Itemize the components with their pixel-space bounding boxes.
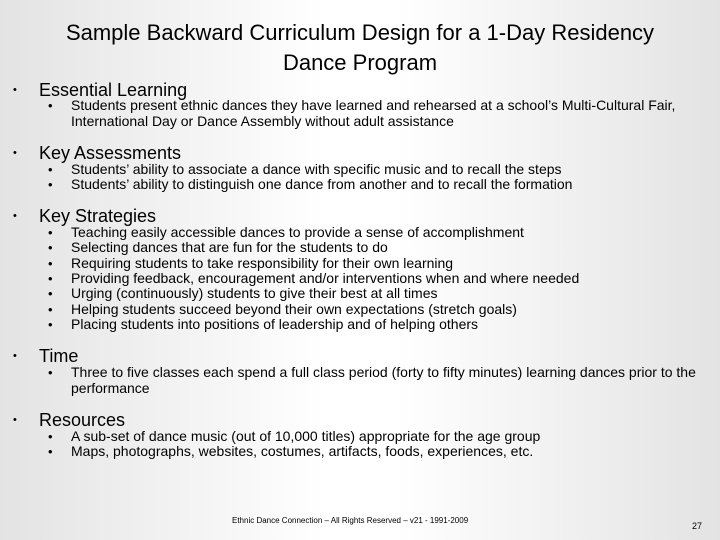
bullet-icon: •: [13, 414, 17, 426]
section-heading-resources: Resources: [39, 410, 126, 430]
list-item: Teaching easily accessible dances to provide a sense of accomplishment: [71, 224, 524, 240]
page-number: 27: [692, 521, 703, 531]
section-heading-time: Time: [39, 346, 79, 366]
bullet-icon: •: [48, 317, 53, 332]
bullet-icon: •: [13, 84, 17, 96]
bullet-icon: •: [48, 240, 53, 255]
list-item: Urging (continuously) students to give their best at all times: [71, 285, 438, 301]
list-item: Maps, photographs, websites, costumes, artifacts, foods, experiences, etc.: [71, 443, 534, 459]
list-item: Students present ethnic dances they have learned and rehearsed at a school’s Multi-Cultural Fair, International Day or Dance Assembly without adult assistance: [71, 97, 676, 129]
bullet-icon: •: [48, 429, 53, 444]
slide-title: Sample Backward Curriculum Design for a 1-Day Residency Dance Program: [65, 20, 655, 75]
section-heading-key-strategies: Key Strategies: [39, 206, 157, 226]
list-item: Requiring students to take responsibility for their own learning: [71, 255, 454, 271]
bullet-icon: •: [48, 256, 53, 271]
bullet-icon: •: [48, 365, 53, 380]
bullet-icon: •: [48, 302, 53, 317]
list-item: Students’ ability to distinguish one dance from another and to recall the formation: [71, 176, 573, 192]
bullet-icon: •: [48, 286, 53, 301]
bullet-icon: •: [48, 225, 53, 240]
bullet-icon: •: [48, 177, 53, 192]
list-item: Placing students into positions of leadership and of helping others: [71, 316, 479, 332]
footer-copyright: Ethnic Dance Connection – All Rights Reserved – v21 - 1991-2009: [232, 516, 469, 525]
list-item: Providing feedback, encouragement and/or interventions when and where needed: [71, 270, 580, 286]
section-heading-key-assessments: Key Assessments: [39, 143, 182, 163]
section-heading-essential-learning: Essential Learning: [39, 80, 188, 100]
bullet-icon: •: [48, 271, 53, 286]
list-item: Three to five classes each spend a full class period (forty to fifty minutes) learning dances prior to the performance: [71, 364, 696, 396]
bullet-icon: •: [13, 147, 17, 159]
bullet-icon: •: [48, 98, 53, 113]
bullet-icon: •: [48, 444, 53, 459]
bullet-icon: •: [13, 210, 17, 222]
list-item: Students’ ability to associate a dance with specific music and to recall the steps: [71, 161, 562, 177]
bullet-icon: •: [13, 350, 17, 362]
list-item: Selecting dances that are fun for the students to do: [71, 239, 388, 255]
bullet-icon: •: [48, 162, 53, 177]
list-item: Helping students succeed beyond their own expectations (stretch goals): [71, 301, 517, 317]
list-item: A sub-set of dance music (out of 10,000 titles) appropriate for the age group: [71, 428, 541, 444]
